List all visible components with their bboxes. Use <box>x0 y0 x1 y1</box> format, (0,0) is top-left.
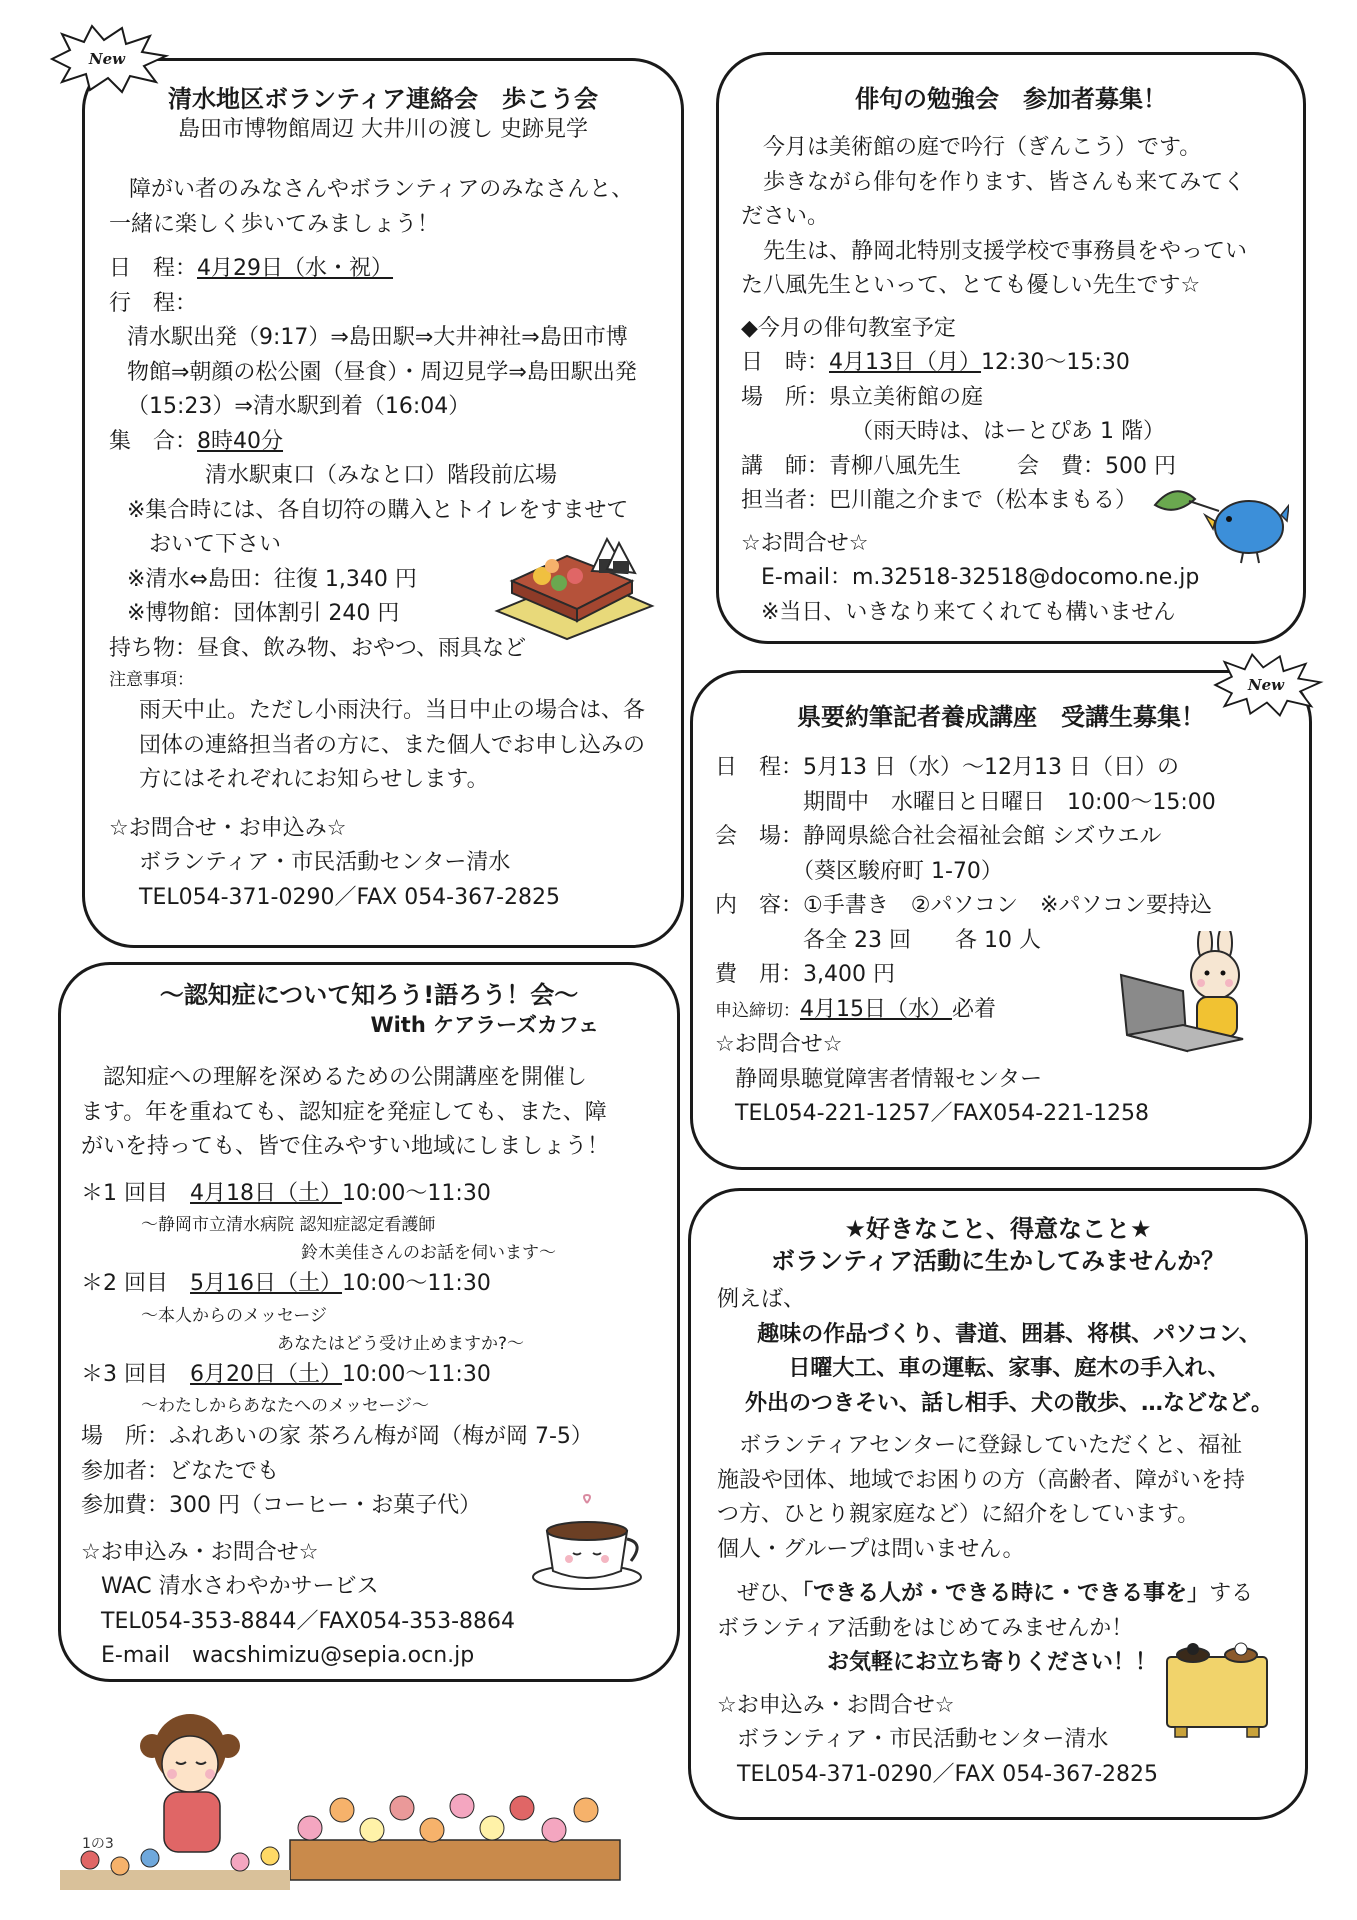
haiku-schedule-head: ◆今月の俳句教室予定 <box>741 315 956 341</box>
new-badge-label: New <box>1247 676 1285 694</box>
volunteer-body-2: 施設や団体、地域でお困りの方（高齢者、障がいを持 <box>717 1467 1246 1493</box>
volunteer-slogan: 「できる人が・できる時に・できる事を」 <box>802 1581 1210 1606</box>
dementia-session-2-note-1: ～本人からのメッセージ <box>141 1305 327 1326</box>
walk-caution-label: 注意事項： <box>109 670 194 690</box>
summary-title: 県要約筆記者養成講座 受講生募集！ <box>797 703 1205 731</box>
summary-line-6: 各全 23 回 各 10 人 <box>715 927 1041 953</box>
walk-note-2: おいて下さい <box>127 532 282 557</box>
walk-event-box <box>82 58 684 948</box>
dementia-session-3: ＊3 回目 6月20日（土）10:00～11:30 <box>81 1361 491 1387</box>
bluebird-illustration <box>1149 475 1289 565</box>
volunteer-example: 例えば、 <box>717 1287 806 1312</box>
volunteer-contact-org: ボランティア・市民活動センター清水 <box>737 1727 1109 1752</box>
coffee-cup-illustration <box>529 1493 649 1593</box>
dementia-intro-2: ます。年を重ねても、認知症を発症しても、また、障 <box>81 1099 607 1125</box>
haiku-intro-4: 先生は、静岡北特別支援学校で事務員をやってい <box>763 238 1248 264</box>
bento-box-illustration <box>487 521 657 641</box>
dementia-intro-3: がいを持っても、皆で住みやすい地域にしましょう！ <box>81 1134 610 1159</box>
dementia-subtitle: With ケアラーズカフェ <box>370 1013 599 1038</box>
walk-note-1: ※集合時には、各自切符の購入とトイレをすませて <box>127 497 629 523</box>
dementia-contact-org: WAC 清水さわやかサービス <box>101 1574 379 1599</box>
walk-intro-1: 障がい者のみなさんやボランティアのみなさんと、 <box>129 177 634 202</box>
page-number: 1の3 <box>82 1836 114 1852</box>
summary-line-2: 期間中 水曜日と日曜日 10:00～15:00 <box>715 789 1216 815</box>
go-board-illustration <box>1157 1631 1277 1741</box>
summary-line-1: 日 程：5月13 日（水）～12月13 日（日）の <box>715 755 1179 780</box>
volunteer-slogan-2: ボランティア活動をはじめてみませんか！ <box>717 1615 1134 1641</box>
haiku-staff: 担当者：巴川龍之介まで（松本まもる） <box>741 488 1138 513</box>
walk-contact-tel: TEL054-371-0290／FAX 054-367-2825 <box>139 884 561 910</box>
summary-contact-tel: TEL054-221-1257／FAX054-221-1258 <box>735 1101 1150 1126</box>
volunteer-promo-box <box>688 1188 1308 1820</box>
summary-contact-head: ☆お問合せ☆ <box>715 1032 843 1057</box>
summary-contact-org: 静岡県聴覚障害者情報センター <box>735 1066 1043 1092</box>
volunteer-contact-tel: TEL054-371-0290／FAX 054-367-2825 <box>737 1761 1159 1787</box>
walk-title: 清水地区ボランティア連絡会 歩こう会 <box>167 85 599 113</box>
volunteer-title-2: ボランティア活動に生かしてみませんか？ <box>770 1247 1226 1276</box>
dementia-contact-head: ☆お申込み・お問合せ☆ <box>81 1539 319 1565</box>
summary-line-3: 会 場：静岡県総合社会福祉会館 シズウエル <box>715 824 1162 849</box>
dementia-session-3-note-1: ～わたしからあなたへのメッセージ～ <box>141 1396 429 1416</box>
dementia-contact-email: E-mail wacshimizu@sepia.ocn.jp <box>101 1643 475 1668</box>
walk-caution-1: 雨天中止。ただし小雨決行。当日中止の場合は、各 <box>139 698 646 723</box>
dementia-fee: 参加費：300 円（コーヒー・お菓子代） <box>81 1493 482 1518</box>
new-badge-summary <box>1206 652 1326 718</box>
volunteer-body-3: つ方、ひとり親家庭など）に紹介をしています。 <box>717 1502 1200 1527</box>
walk-intro-2: 一緒に楽しく歩いてみましょう！ <box>109 211 440 237</box>
dementia-session-1-note-2: 鈴木美佳さんのお話を伺います～ <box>301 1243 556 1263</box>
walk-meet-place: 清水駅東口（みなと口）階段前広場 <box>205 463 558 488</box>
walk-note-4: ※博物館：団体割引 240 円 <box>127 601 400 626</box>
new-badge-label: New <box>88 50 126 68</box>
new-badge-walk <box>42 24 172 94</box>
dementia-session-2: ＊2 回目 5月16日（土）10:00～11:30 <box>81 1271 491 1296</box>
volunteer-hobby-1: 趣味の作品づくり、書道、囲碁、将棋、パソコン、 <box>757 1321 1261 1347</box>
dementia-session-1: ＊1 回目 4月18日（土）10:00～11:30 <box>81 1180 491 1206</box>
volunteer-visit: お気軽にお立ち寄りください！！ <box>827 1650 1158 1675</box>
dementia-intro-1: 認知症への理解を深めるための公開講座を開催し <box>103 1065 588 1090</box>
summary-line-7: 費 用：3,400 円 <box>715 962 895 987</box>
volunteer-hobby-3: 外出のつきそい、話し相手、犬の散歩、…などなど。 <box>744 1390 1273 1416</box>
girl-flowers-illustration <box>60 1690 660 1900</box>
dementia-place: 場 所：ふれあいの家 茶ろん梅が岡（梅が岡 7-5） <box>81 1424 593 1449</box>
volunteer-body-4: 個人・グループは問いません。 <box>717 1536 1025 1562</box>
dementia-session-1-note-1: ～静岡市立清水病院 認知症認定看護師 <box>141 1215 436 1235</box>
haiku-teacher-row: 講 師：青柳八風先生 会 費：500 円 <box>741 453 1177 479</box>
walk-meet-row: 集 合：8時40分 <box>109 428 284 454</box>
rabbit-laptop-illustration <box>1113 931 1263 1061</box>
haiku-title: 俳句の勉強会 参加者募集！ <box>855 85 1167 113</box>
haiku-intro-1: 今月は美術館の庭で吟行（ぎんこう）です。 <box>763 135 1202 160</box>
walk-bring: 持ち物：昼食、飲み物、おやつ、雨具など <box>109 635 527 661</box>
summary-line-4: （葵区駿府町 1-70） <box>715 858 1003 884</box>
haiku-intro-3: ださい。 <box>741 204 830 229</box>
volunteer-hobby-2: 日曜大工、車の運転、家事、庭木の手入れ、 <box>788 1356 1230 1381</box>
walk-subtitle: 島田市博物館周辺 大井川の渡し 史跡見学 <box>178 117 588 143</box>
haiku-note: ※当日、いきなり来てくれても構いません <box>761 599 1176 625</box>
haiku-intro-2: 歩きながら俳句を作ります、皆さんも来てみてく <box>763 169 1246 195</box>
haiku-event-box <box>716 52 1306 644</box>
walk-caution-2: 団体の連絡担当者の方に、また個人でお申し込みの <box>139 732 646 758</box>
volunteer-body-1: ボランティアセンターに登録していただくと、福祉 <box>739 1433 1243 1458</box>
dementia-participants: 参加者：どなたでも <box>81 1458 280 1484</box>
walk-date: 4月29日（水・祝） <box>197 256 394 281</box>
dementia-contact-tel: TEL054-353-8844／FAX054-353-8864 <box>101 1608 516 1634</box>
walk-meet-time: 8時40分 <box>197 428 284 454</box>
walk-date-row: 日 程：4月29日（水・祝） <box>109 256 394 281</box>
haiku-email: E-mail：m.32518-32518@docomo.ne.jp <box>761 565 1200 590</box>
walk-itinerary-2: 物館⇒朝顔の松公園（昼食）・周辺見学⇒島田駅出発 <box>127 359 637 385</box>
walk-note-3: ※清水⇔島田：往復 1,340 円 <box>127 566 417 592</box>
dementia-title: ～認知症について知ろう!語ろう！会～ <box>159 981 579 1009</box>
volunteer-slogan-row: ぜひ、「できる人が・できる時に・できる事を」する <box>737 1581 1254 1606</box>
walk-contact-org: ボランティア・市民活動センター清水 <box>139 850 511 875</box>
haiku-intro-5: た八風先生といって、とても優しい先生です☆ <box>741 273 1201 298</box>
summary-deadline-row: 申込締切：4月15日（水）必着 <box>715 996 997 1022</box>
walk-itinerary-label: 行 程： <box>109 290 198 316</box>
volunteer-contact-head: ☆お申込み・お問合せ☆ <box>717 1692 955 1718</box>
summary-line-5: 内 容：①手書き ②パソコン ※パソコン要持込 <box>715 893 1213 918</box>
haiku-place: 場 所：県立美術館の庭 <box>741 384 984 410</box>
volunteer-title-1: ★好きなこと、得意なこと★ <box>844 1215 1152 1243</box>
walk-itinerary-3: （15:23）⇒清水駅到着（16:04） <box>127 394 471 419</box>
summary-writer-box <box>690 670 1312 1170</box>
walk-itinerary-1: 清水駅出発（9:17）⇒島田駅⇒大井神社⇒島田市博 <box>127 325 628 350</box>
haiku-rain: （雨天時は、はーとぴあ 1 階） <box>851 419 1165 444</box>
haiku-contact-head: ☆お問合せ☆ <box>741 530 869 556</box>
dementia-session-2-note-2: あなたはどう受け止めますか?～ <box>277 1333 525 1354</box>
walk-caution-3: 方にはそれぞれにお知らせします。 <box>139 767 489 792</box>
walk-contact-head: ☆お問合せ・お申込み☆ <box>109 815 347 841</box>
dementia-event-box <box>58 962 680 1682</box>
haiku-date-row: 日 時：4月13日（月）12:30～15:30 <box>741 350 1130 375</box>
